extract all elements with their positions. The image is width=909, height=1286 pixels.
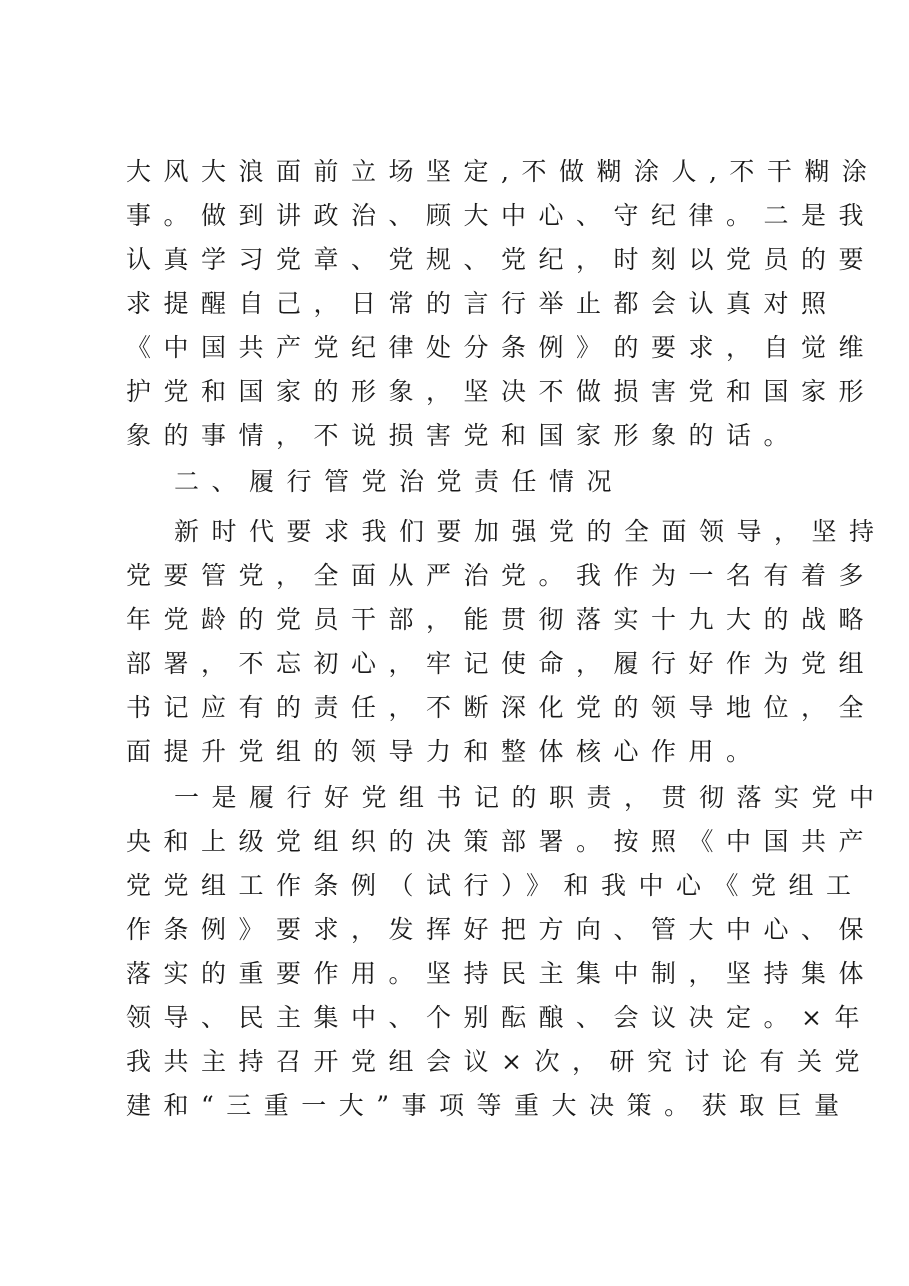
text-line: 认真学习党章、党规、党纪，时刻以党员的要 xyxy=(126,245,877,274)
text-line: 书记应有的责任，不断深化党的领导地位，全 xyxy=(126,693,877,722)
text-line: 象的事情，不说损害党和国家形象的话。 xyxy=(126,421,802,450)
text-line: 作条例》要求，发挥好把方向、管大中心、保 xyxy=(126,915,877,944)
text-line: 领导、民主集中、个别酝酿、会议决定。×年 xyxy=(126,1003,872,1032)
text-line: 部署，不忘初心，牢记使命，履行好作为党组 xyxy=(126,649,877,678)
text-line: 新时代要求我们要加强党的全面领导，坚持 xyxy=(174,517,887,546)
text-line: 央和上级党组织的决策部署。按照《中国共产 xyxy=(126,827,877,856)
text-line: 事。做到讲政治、顾大中心、守纪律。二是我 xyxy=(126,201,877,230)
section-heading: 二、履行管党治党责任情况 xyxy=(174,467,625,496)
text-line: 求提醒自己，日常的言行举止都会认真对照 xyxy=(126,289,839,318)
text-line: 大风大浪面前立场坚定,不做糊涂人,不干糊涂 xyxy=(126,157,880,186)
text-line: 落实的重要作用。坚持民主集中制，坚持集体 xyxy=(126,959,877,988)
text-line: 一是履行好党组书记的职责，贯彻落实党中 xyxy=(174,783,887,812)
text-line: 护党和国家的形象，坚决不做损害党和国家形 xyxy=(126,377,877,406)
text-line: 建和“三重一大”事项等重大决策。获取巨量 xyxy=(126,1091,852,1120)
text-line: 《中国共产党纪律处分条例》的要求，自觉维 xyxy=(126,333,877,362)
text-line: 党要管党，全面从严治党。我作为一名有着多 xyxy=(126,561,877,590)
text-line: 党党组工作条例（试行）》和我中心《党组工 xyxy=(126,871,864,900)
text-line: 年党龄的党员干部，能贯彻落实十九大的战略 xyxy=(126,605,877,634)
text-line: 我共主持召开党组会议×次，研究讨论有关党 xyxy=(126,1047,872,1076)
text-line: 面提升党组的领导力和整体核心作用。 xyxy=(126,737,764,766)
